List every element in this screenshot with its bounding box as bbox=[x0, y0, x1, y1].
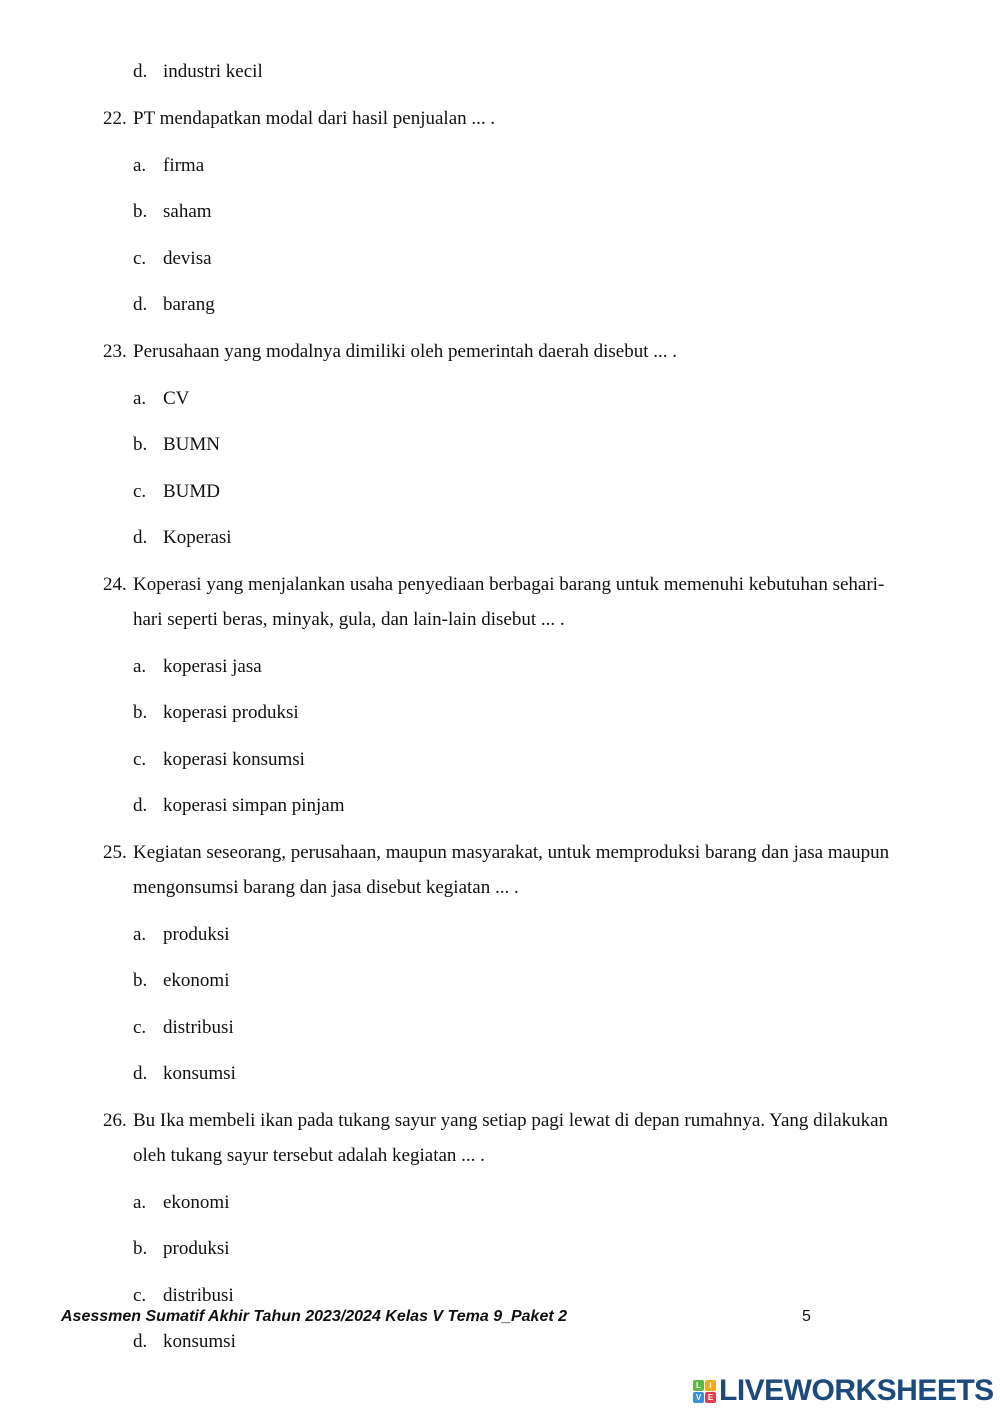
option-row bbox=[0, 742, 1000, 777]
option-text: ekonomi bbox=[163, 1191, 230, 1213]
option-text: koperasi simpan pinjam bbox=[163, 795, 345, 816]
option-row bbox=[0, 788, 1000, 823]
option-row bbox=[0, 1231, 1000, 1266]
option-letter: c. bbox=[133, 1016, 147, 1038]
question-number: 23. bbox=[103, 341, 127, 362]
option-text: industri kecil bbox=[163, 61, 263, 82]
question-row bbox=[0, 101, 1000, 136]
question-text: Koperasi yang menjalankan usaha penyediaan berbagai barang untuk memenuhi kebutuhan sehari- bbox=[133, 574, 885, 595]
option-row bbox=[0, 148, 1000, 183]
option-letter: b. bbox=[133, 702, 148, 723]
option-letter: d. bbox=[133, 1063, 148, 1084]
option-row bbox=[0, 54, 1000, 89]
liveworksheets-logo bbox=[693, 1374, 994, 1408]
page-number: 5 bbox=[802, 1308, 811, 1325]
logo-tile: I bbox=[705, 1380, 716, 1391]
question-number: 25. bbox=[103, 842, 127, 863]
question-row bbox=[0, 835, 1000, 870]
option-row bbox=[0, 695, 1000, 730]
question-continuation bbox=[0, 1138, 1000, 1173]
option-text: koperasi produksi bbox=[163, 702, 299, 723]
option-row bbox=[0, 287, 1000, 322]
option-text: CV bbox=[163, 387, 190, 409]
option-text: konsumsi bbox=[163, 1331, 236, 1352]
question-text: Kegiatan seseorang, perusahaan, maupun masyarakat, untuk memproduksi barang dan jasa maupun bbox=[133, 842, 890, 863]
option-row bbox=[0, 427, 1000, 462]
logo-tile: V bbox=[693, 1392, 704, 1403]
option-letter: c. bbox=[133, 247, 147, 269]
option-row bbox=[0, 241, 1000, 276]
logo-tiles-icon bbox=[693, 1380, 716, 1403]
option-text: konsumsi bbox=[163, 1063, 236, 1084]
option-letter: a. bbox=[133, 923, 147, 945]
option-row bbox=[0, 520, 1000, 555]
option-letter: a. bbox=[133, 387, 147, 409]
option-letter: d. bbox=[133, 61, 148, 82]
option-letter: b. bbox=[133, 1238, 148, 1259]
option-row bbox=[0, 381, 1000, 416]
option-text: Koperasi bbox=[163, 527, 232, 548]
question-number: 26. bbox=[103, 1110, 127, 1131]
question-continuation bbox=[0, 602, 1000, 637]
option-row bbox=[0, 1056, 1000, 1091]
question-row bbox=[0, 567, 1000, 602]
option-text: devisa bbox=[163, 247, 212, 269]
option-letter: b. bbox=[133, 434, 148, 455]
question-list bbox=[0, 54, 1000, 1359]
logo-tile: L bbox=[693, 1380, 704, 1391]
option-row bbox=[0, 1185, 1000, 1220]
question-text: hari seperti beras, minyak, gula, dan lain-lain disebut ... . bbox=[133, 609, 565, 630]
option-letter: c. bbox=[133, 1284, 147, 1306]
question-row bbox=[0, 1103, 1000, 1138]
question-number: 24. bbox=[103, 574, 127, 595]
question-text: Bu Ika membeli ikan pada tukang sayur yang setiap pagi lewat di depan rumahnya. Yang dilakukan bbox=[133, 1110, 889, 1131]
option-letter: c. bbox=[133, 480, 147, 502]
option-row bbox=[0, 649, 1000, 684]
option-text: firma bbox=[163, 154, 205, 176]
option-text: distribusi bbox=[163, 1016, 234, 1038]
option-row bbox=[0, 1010, 1000, 1045]
option-text: koperasi konsumsi bbox=[163, 748, 305, 770]
option-row bbox=[0, 1324, 1000, 1359]
option-letter: d. bbox=[133, 1331, 148, 1352]
question-continuation bbox=[0, 870, 1000, 905]
option-letter: d. bbox=[133, 294, 148, 315]
option-row bbox=[0, 194, 1000, 229]
option-row bbox=[0, 917, 1000, 952]
question-text: oleh tukang sayur tersebut adalah kegiatan ... . bbox=[133, 1145, 485, 1166]
option-letter: d. bbox=[133, 527, 148, 548]
question-text: Perusahaan yang modalnya dimiliki oleh pemerintah daerah disebut ... . bbox=[133, 341, 677, 362]
option-letter: b. bbox=[133, 970, 148, 991]
option-text: saham bbox=[163, 201, 212, 222]
question-text: PT mendapatkan modal dari hasil penjualan ... . bbox=[133, 108, 496, 129]
option-letter: a. bbox=[133, 655, 147, 677]
option-text: barang bbox=[163, 294, 215, 315]
option-letter: c. bbox=[133, 748, 147, 770]
option-text: produksi bbox=[163, 923, 230, 945]
option-row bbox=[0, 474, 1000, 509]
logo-tile: E bbox=[705, 1392, 716, 1403]
option-text: BUMN bbox=[163, 434, 221, 455]
footer-title: Asessmen Sumatif Akhir Tahun 2023/2024 Kelas V Tema 9_Paket 2 bbox=[61, 1308, 568, 1325]
option-letter: a. bbox=[133, 1191, 147, 1213]
option-text: distribusi bbox=[163, 1284, 234, 1306]
option-text: ekonomi bbox=[163, 970, 230, 991]
option-text: produksi bbox=[163, 1238, 230, 1259]
option-letter: a. bbox=[133, 154, 147, 176]
option-letter: b. bbox=[133, 201, 148, 222]
logo-text: LIVEWORKSHEETS bbox=[719, 1374, 994, 1407]
option-row bbox=[0, 963, 1000, 998]
option-text: koperasi jasa bbox=[163, 655, 262, 677]
question-number: 22. bbox=[103, 108, 127, 129]
question-row bbox=[0, 334, 1000, 369]
question-text: mengonsumsi barang dan jasa disebut kegiatan ... . bbox=[133, 877, 519, 898]
option-text: BUMD bbox=[163, 480, 221, 502]
option-letter: d. bbox=[133, 795, 148, 816]
